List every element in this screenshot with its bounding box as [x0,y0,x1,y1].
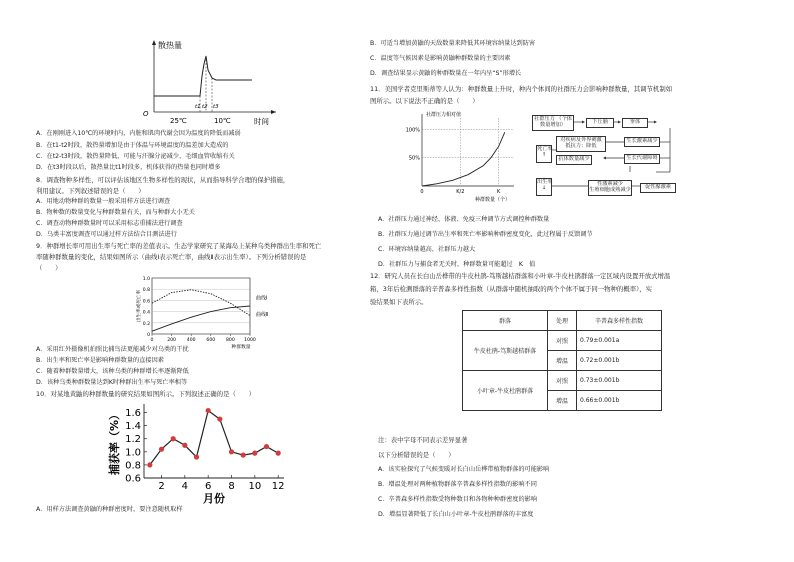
social-pressure-chart [396,110,522,206]
q11-option-d: D．社群压力与捕食者无关时，种群数量可能超过 K 值 [378,261,536,268]
x-tick-label: 12 [271,481,285,492]
y-tick-label: 0.8 [142,288,150,294]
fig1-t3: t3 [213,104,219,110]
q12-option-c: C．辛普森多样性指数受物种数目和各物种种群密度的影响 [378,496,538,503]
table-row [463,331,662,351]
table-cell-community: 小叶章-牛皮杜鹃群落 [463,371,548,411]
q11-stem-2: 图所示。以下说法不正确的是（ ） [370,97,479,105]
table-cell-treatment: 增温 [548,351,577,371]
legend-label-2: 曲线Ⅱ [256,312,269,319]
q12-option-a: A．该实验探究了气候变暖对长白山岳桦带植物群落的可能影响 [378,466,550,473]
capture-rate-chart [104,400,296,504]
data-point [182,443,187,448]
series-line [150,411,278,465]
table-header-treatment: 处理 [548,311,577,331]
box-death-rate: 死亡率 ↑ [536,145,552,163]
data-point [217,416,222,421]
data-point [159,447,164,452]
x-tick-label: 6 [204,481,212,492]
q11-option-c: C．环境容纳量越高，社群压力越大 [378,246,476,253]
x-axis-label: 月份 [203,492,225,504]
table-cell-value: 0.72±0.001b [577,351,662,371]
table-cell-treatment: 对照 [548,371,577,391]
y-axis-label: 社群压力相对值 [426,112,462,118]
fig1-ylabel: 散热量 [158,41,182,50]
q11-stem-1: 11．美国学者克里斯蒂等人认为：种群数量上升时，种内个体间的社群压力会影响种群数量，其调节机制如 [370,85,673,93]
q11-option-a: A．社群压力通过神经、体液、免疫三种调节方式调控种群数量 [378,216,550,223]
x-tick-label: 0 [150,338,154,343]
q8-option-a: A．用地动物种群的数量一般采用样方法进行调查 [36,198,171,205]
x-tick-label: 0 [420,189,424,195]
box-pituitary: 垂体 [622,118,648,128]
table-cell-treatment: 对照 [548,331,577,351]
table-cell-value: 0.66±0.001b [577,391,662,411]
x-tick-label: K [497,189,501,195]
box-antibody: 抗体数量减少 [556,155,592,165]
q10-option-b: B．可适当增加黄鼬的天敌数量来降低其环境容纳量达到防害 [370,40,536,47]
series-line-2 [152,306,250,331]
x-tick-label: 8 [228,481,235,492]
q9-option-a: A．采用红外摄像机拍照比捕鸟法更能减少对乌类的干扰 [36,346,189,353]
box-gonadotropin: 促性腺激素 [640,183,676,193]
y-tick-label: 50% [408,155,420,162]
y-tick-label: 100% [405,127,420,134]
table-cell-value: 0.73±0.001b [577,371,662,391]
y-axis-label: 捕获率（%） [108,408,121,476]
x-tick-label: 10 [248,481,262,492]
y-tick-label: 0.6 [142,299,150,305]
table-row [463,371,662,391]
q8-option-b: B．物种数的数量变化与种群数量有关，而与种群大小无关 [36,209,195,216]
y-tick-label: 1.6 [125,408,141,420]
q12-stem-1: 12．研究人员在长白山岳桦带的牛皮杜鹃-笃斯越桔群落和小叶章-牛皮杜鹃群落一定区域内设置开放式增温 [370,272,671,280]
data-point [206,408,211,413]
birth-death-rate-chart [130,272,290,350]
x-tick-label: 600 [206,338,216,343]
box-immunity: 对疾病及外界刺激 抵抗力：降低 [556,136,606,152]
box-birth-rate: 出生率 ↓ [536,178,552,196]
x-tick-label: 1000 [244,338,256,343]
fig1-xlabel: 时间 [254,117,269,126]
x-tick-label: K/2 [456,189,465,195]
x-tick-label: 4 [181,481,189,492]
x-axis-label: 种群数量 [231,345,251,350]
q9-option-c: C．随着种群数量增大，该种乌类的种群增长率逐渐降低 [36,368,189,375]
y-tick-label: 0.8 [125,460,141,472]
q12-ask: 以下分析错误的是（ ） [378,451,455,459]
data-point [229,449,234,454]
x-tick-label: 400 [186,338,196,343]
q9-option-b: B．出生率和死亡率是影响种群数量的直接因素 [36,357,164,364]
heat-dissipation-figure [140,36,290,130]
x-tick-label: 800 [226,338,235,343]
q9-stem-1: 9．种群增长率可用出生率与死亡率的差值表示。生态学家研究了某海岛上某种乌类种群出生率和死亡 [36,242,322,250]
data-point [147,462,152,467]
table-header-index: 辛普森多样性指数 [577,311,662,331]
data-point [264,444,269,449]
data-point [171,436,176,441]
fig1-t2: t2 [202,104,208,110]
q9-stem-2: 率随种群数量的变化，结果如图所示（曲线Ⅰ表示死亡率，曲线Ⅱ表示出生率）。下列分析错误的是 [36,253,307,261]
fig1-t1: t1 [195,104,201,110]
q10-option-c: C．温度等气候因素是影响黄鼬种群数量的主要因素 [370,55,511,62]
q8-option-d: D．乌类丰富度调查可以通过样方法结合目测法进行 [36,231,177,238]
q12-stem-3: 验结果如下表所示。 [370,298,428,306]
box-growth-hormone: 生长激素减少 [624,137,660,147]
data-point [252,451,257,456]
data-point [241,452,246,457]
diversity-table [462,310,662,411]
q11-option-b: B．社群压力通过调节出生率和死亡率影响种群密度变化，此过程属于反馈调节 [378,231,593,238]
q8-stem-2: 利用建议。下列叙述错误的是（ ） [36,187,145,195]
fig1-option-d: D．在t3时段以后，散热量比t1时段多，机体获得的热量也同时增多 [36,164,221,171]
table-cell-treatment: 增温 [548,391,577,411]
q9-stem-3: （ ） [36,264,62,272]
data-point [194,454,199,459]
box-glucose: 生长代谢障碍 [624,154,660,164]
q10-option-d: D．调查结果显示黄鼬的种群数量在一年内呈“S”形增长 [370,70,522,77]
table-header-community: 群落 [463,311,548,331]
q10-stem: 10．对某地黄鼬的种群数量的研究结果如图所示。下列叙述正确的是（ ） [36,390,256,398]
fig1-origin: O [143,110,149,118]
y-tick-label: 0 [147,333,150,338]
fig1-temp-a: 25℃ [170,117,187,125]
fig1-option-a: A．在刚刚进入10℃的环境时内，内脏和肌肉代谢会因为温度的降低而减弱 [36,130,241,137]
table-cell-community: 牛皮杜鹃-笃斯越桔群落 [463,331,548,371]
y-tick-label: 0.6 [125,473,141,485]
y-tick-label: 0.2 [142,321,150,327]
x-tick-label: 2 [158,481,165,492]
y-tick-label: 1.0 [125,447,141,459]
q9-option-d: D．该种乌类种群数量达到K时种群出生率与死亡率相等 [36,379,188,386]
x-tick-label: 200 [167,338,176,343]
q12-note: 注：表中字母不同表示差异显著 [378,436,468,444]
y-tick-label: 1.4 [125,421,141,433]
fig1-option-c: C．在t2-t3时段，散热量降低，可能与汗腺分泌减少、毛细血管收缩有关 [36,153,235,160]
y-tick-label: 1.0 [142,277,150,282]
box-social-stress: 社群压力 （个体数量增加） [532,115,574,131]
series-line [422,132,505,186]
table-header-row [463,311,662,331]
q12-stem-2: 箱，3年后检测群落的辛普森多样性指数（从群落中随机抽取的两个个体不属于同一物种的概率），实 [370,285,653,293]
y-axis-label: 出生率或死亡率 [137,289,142,323]
q8-option-c: C．调查动物种群数量时可以采用标志重捕法进行调查 [36,220,183,227]
q8-stem-1: 8．调查物种多样性，可以评估该地区生物多样性的现状，从而指导科学合理的保护措施， [36,176,290,184]
box-gonad: 性激素减少 生殖细胞成熟减少 [588,180,632,196]
q12-option-d: D．增温显著降低了长白山小叶章-牛皮杜鹃群落的丰富度 [378,511,534,518]
data-point [276,451,281,456]
y-tick-label: 1.2 [125,434,141,446]
q12-option-b: B．增温处理对两种植物群落辛普森多样性指数的影响不同 [378,481,537,488]
y-tick-label: 0.4 [142,310,150,316]
x-axis-label: 种群数量（个） [474,197,510,203]
q10-option-a: A．用样方法调查黄鼬的种群密度时，要注意随机取样 [36,506,183,513]
box-hypothalamus: 下丘脑 [586,118,614,128]
table-cell-value: 0.79±0.001a [577,331,662,351]
fig1-temp-b: 10℃ [214,117,231,125]
fig1-option-b: B．在t1-t2时段，散热量增加是由于体温与环境温度的温差加大造成的 [36,142,229,149]
legend-label-1: 曲线Ⅰ [256,295,268,302]
